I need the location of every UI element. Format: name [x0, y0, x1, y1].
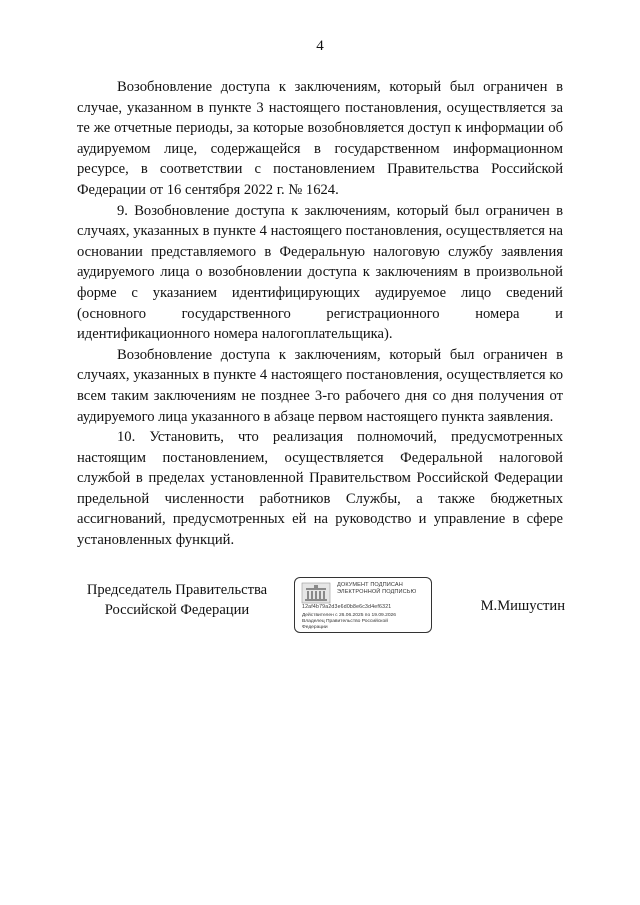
signer-title-line: Председатель Правительства: [86, 582, 268, 598]
certificate-validity: Действителен с 26.06.2025 по 19.09.2026: [302, 613, 396, 618]
paragraph: Возобновление доступа к заключениям, который был ограничен в случаях, указанных в пункте 4 настоящего постановления, осуществляется ко всем таким заключениям не позднее 3-го рабочего дня со дня получения от аудируемого лица указанного в абзаце первом настоящего пункта заявления.: [77, 346, 563, 425]
certificate-owner: Федерации: [302, 625, 328, 630]
paragraph: Возобновление доступа к заключениям, который был ограничен в случае, указанном в пункте 3 настоящего постановления, осуществляется за те же отчетные периоды, за которые возобновляется доступ к информации об аудируемом лице, содержащейся в государственном информационном ресурсе, в соответствии с постановлением Правительства Российской Федерации от 16 сентября 2022 г. № 1624.: [77, 79, 563, 198]
electronic-signature-stamp: [294, 577, 432, 633]
stamp-header: [337, 582, 429, 596]
signer-name: М.Мишустин: [480, 598, 565, 614]
certificate-details: [302, 613, 396, 631]
government-building-icon: [301, 582, 331, 604]
stamp-header-line: ДОКУМЕНТ ПОДПИСАН: [337, 582, 403, 588]
page-number: 4: [316, 38, 324, 54]
stamp-header-line: ЭЛЕКТРОННОЙ ПОДПИСЬЮ: [337, 589, 417, 595]
signature-block: [0, 577, 640, 647]
document-body: [77, 77, 563, 551]
signer-title-line: Российской Федерации: [104, 602, 250, 618]
signer-title: [77, 580, 277, 620]
certificate-owner: Владелец Правительство Российской: [302, 619, 388, 624]
paragraph: 9. Возобновление доступа к заключениям, который был ограничен в случаях, указанных в пункте 4 настоящего постановления, осуществляется на основании представляемого в Федеральную налоговую службу заявления аудируемого лица о возобновлении доступа к заключениям в произвольной форме с указанием идентифицирующих аудируемое лицо сведений (основного государственного регистрационного номера и идентификационного номера налогоплательщика).: [77, 202, 563, 343]
paragraph: 10. Установить, что реализация полномочий, предусмотренных настоящим постановлением, осуществляется Федеральной налоговой службой в пределах установленной Правительством Российской Федерации предельной численности работников Службы, а также бюджетных ассигнований, предусмотренных ей на руководство и управление в сфере установленных функций.: [77, 429, 563, 549]
certificate-serial: 12af4b79a2d3e6d0b8e6c3d4ef6321: [302, 604, 392, 610]
